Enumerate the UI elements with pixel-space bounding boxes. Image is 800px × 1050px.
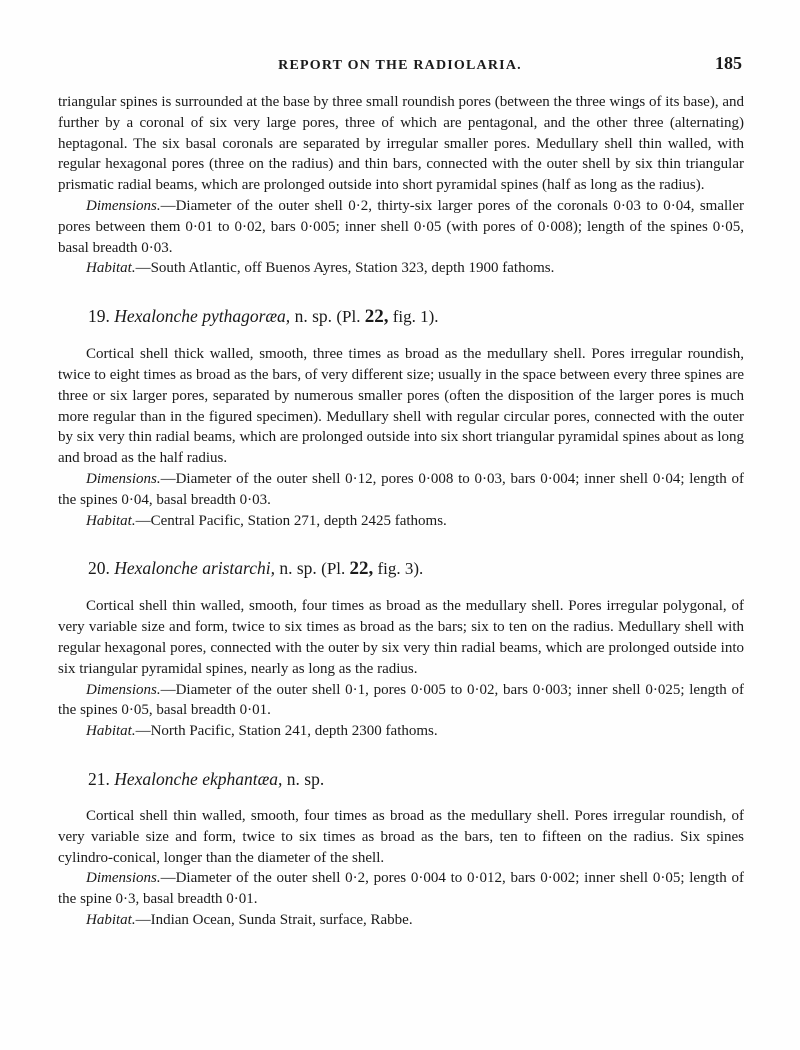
- dimensions-label: Dimensions.: [86, 197, 161, 214]
- species-name: Hexalonche aristarchi,: [114, 558, 275, 579]
- species-entry-21: [58, 768, 744, 931]
- running-head: [0, 53, 800, 80]
- habitat-label: Habitat.: [86, 260, 136, 277]
- habitat-paragraph: [58, 258, 744, 279]
- habitat-text: —Central Pacific, Station 271, depth 2425 fathoms.: [135, 512, 447, 529]
- plate-figure: fig. 3).: [377, 559, 424, 579]
- plate-number: 22,: [364, 306, 389, 328]
- dimensions-label: Dimensions.: [86, 870, 161, 887]
- dimensions-text: —Diameter of the outer shell 0·2, thirty-six larger pores of the coronals 0·03 to 0·04, smaller pores between them 0·01 to 0·02, bars 0·005; inner shell 0·05 (with pores of 0·008); length of the spines 0·05, basal breadth 0·03.: [58, 197, 744, 256]
- description-paragraph: Cortical shell thin walled, smooth, four times as broad as the medullary shell. Pores irregular roundish, of very variable size and form, twice to six times as broad as the bars, ten to fifteen on the radius. Six spines cylindro-conical, longer than the diameter of the shell.: [58, 807, 744, 866]
- species-number: 19.: [88, 306, 110, 327]
- dimensions-paragraph: [58, 196, 744, 258]
- habitat-paragraph: [58, 721, 744, 742]
- species-entry-19: [58, 305, 744, 531]
- dimensions-paragraph: [58, 469, 744, 511]
- species-name: Hexalonche ekphantæa,: [114, 768, 283, 789]
- plate-open: (Pl.: [336, 307, 361, 327]
- species-heading: [88, 768, 744, 790]
- description-paragraph: Cortical shell thin walled, smooth, four times as broad as the medullary shell. Pores irregular polygonal, of very variable size and form, twice to six times as broad as the bars; six to ten on the radius. Medullary shell with regular hexagonal pores, connected with the outer by six very thin radial beams, which are prolonged outside into six triangular pyramidal spines, nearly as long as the radius.: [58, 598, 744, 677]
- page-title: REPORT ON THE RADIOLARIA.: [278, 58, 522, 73]
- plate-figure: fig. 1).: [392, 307, 439, 327]
- habitat-label: Habitat.: [86, 911, 136, 928]
- page-number: 185: [715, 53, 742, 73]
- species-name: Hexalonche pythagoræa,: [114, 306, 291, 327]
- description-paragraph: triangular spines is surrounded at the base by three small roundish pores (between the three wings of its base), and further by a coronal of six very large pores, three of which are pentagonal, and the other three (alternating) heptagonal. The six basal coronals are separated by irregular smaller pores. Medullary shell thin walled, with regular hexagonal pores (three on the radius) and thin bars, connected with the outer shell by six thin triangular prismatic radial beams, which are prolonged outside into short pyramidal spines (half as long as the radius).: [58, 94, 744, 194]
- plate-reference: [336, 307, 438, 326]
- plate-reference: [321, 559, 423, 578]
- species-suffix: n. sp.: [286, 768, 325, 789]
- plate-open: (Pl.: [321, 559, 346, 579]
- habitat-label: Habitat.: [86, 723, 136, 740]
- species-suffix: n. sp.: [279, 558, 317, 579]
- dimensions-text: —Diameter of the outer shell 0·12, pores 0·008 to 0·03, bars 0·004; inner shell 0·04; length of the spines 0·04, basal breadth 0·03.: [58, 470, 744, 508]
- habitat-text: —North Pacific, Station 241, depth 2300 fathoms.: [135, 723, 438, 740]
- dimensions-text: —Diameter of the outer shell 0·1, pores 0·005 to 0·02, bars 0·003; inner shell 0·025; length of the spines 0·05, basal breadth 0·01.: [58, 681, 744, 719]
- species-number: 21.: [88, 768, 110, 789]
- species-heading: [88, 305, 744, 328]
- dimensions-paragraph: [58, 680, 744, 722]
- species-entry-20: [58, 557, 744, 742]
- habitat-paragraph: [58, 511, 744, 532]
- species-number: 20.: [88, 558, 110, 579]
- continued-entry: [58, 92, 744, 279]
- species-heading: [88, 557, 744, 580]
- dimensions-label: Dimensions.: [86, 470, 161, 487]
- plate-number: 22,: [349, 558, 374, 580]
- dimensions-text: —Diameter of the outer shell 0·2, pores 0·004 to 0·012, bars 0·002; inner shell 0·05; length of the spine 0·3, basal breadth 0·01.: [58, 870, 744, 908]
- species-suffix: n. sp.: [294, 306, 332, 327]
- habitat-label: Habitat.: [86, 512, 136, 529]
- description-paragraph: Cortical shell thick walled, smooth, three times as broad as the medullary shell. Pores irregular roundish, twice to eight times as broad as the bars, of very different size; usually in the space between every three spines are three or six larger pores, separated by numerous smaller pores (often the disposition of the larger pores is much more regular than in the figured specimen). Medullary shell with regular circular pores, connected with the outer by six very thin radial beams, which are prolonged outside into six short triangular pyramidal spines about as long and broad as the half radius.: [58, 346, 744, 467]
- habitat-text: —Indian Ocean, Sunda Strait, surface, Rabbe.: [135, 911, 413, 928]
- dimensions-label: Dimensions.: [86, 681, 161, 698]
- habitat-paragraph: [58, 910, 744, 931]
- habitat-text: —South Atlantic, off Buenos Ayres, Station 323, depth 1900 fathoms.: [135, 260, 555, 277]
- dimensions-paragraph: [58, 868, 744, 910]
- page-body: [58, 92, 744, 931]
